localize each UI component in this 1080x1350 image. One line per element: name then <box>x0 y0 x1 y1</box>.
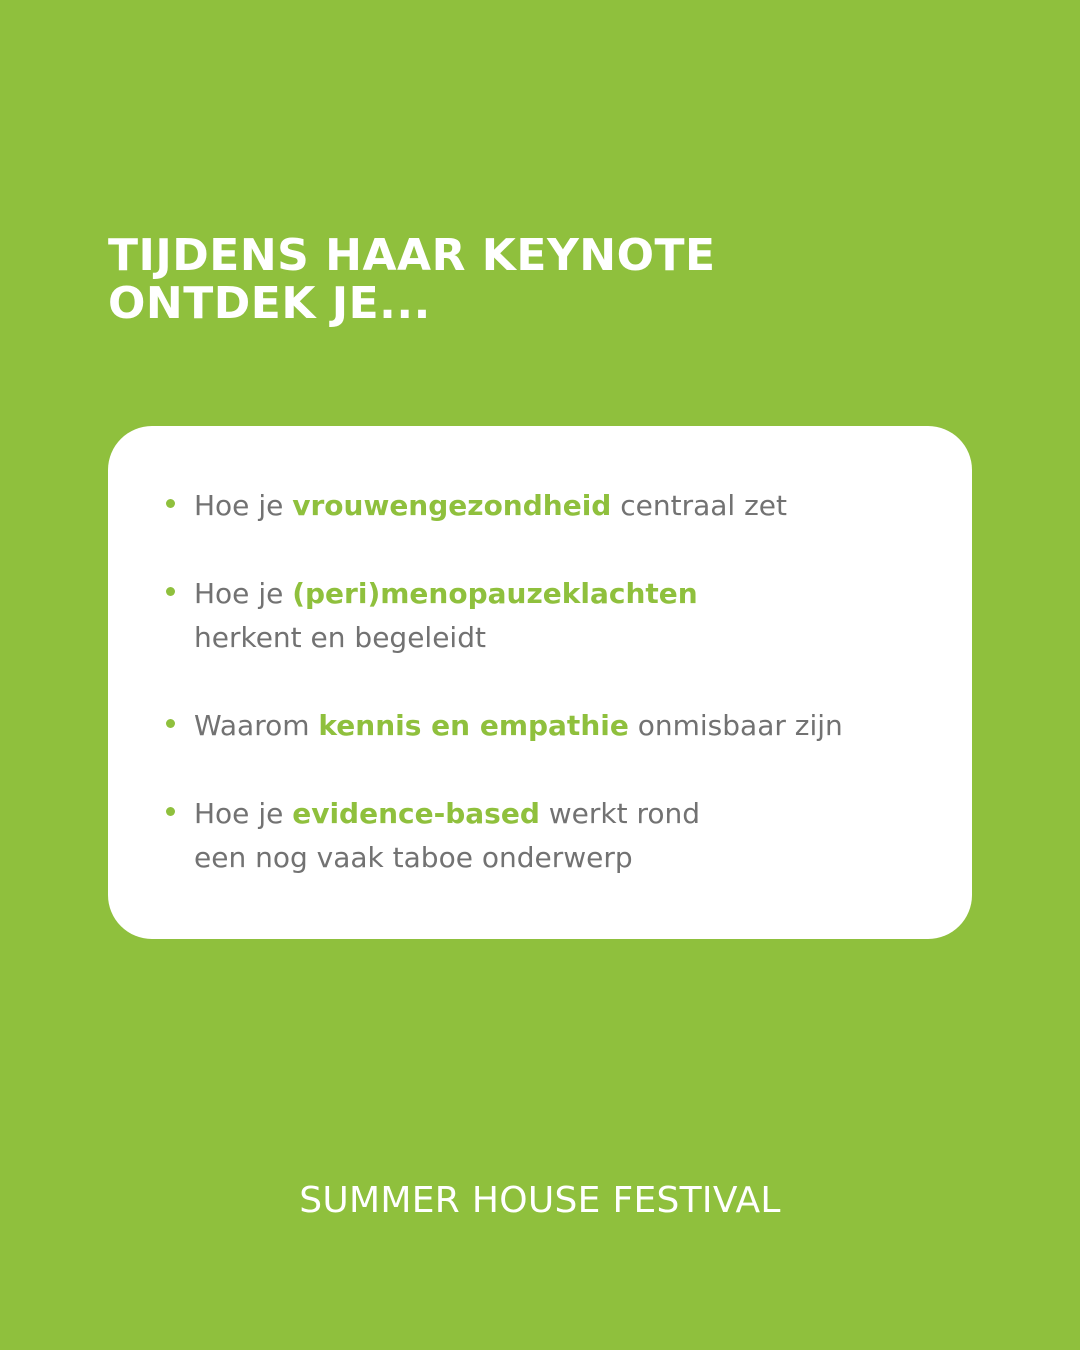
item-text-before: Hoe je <box>194 577 293 610</box>
heading <box>108 232 716 328</box>
item-text-line-2: herkent en begeleidt <box>194 621 486 654</box>
item-highlight: (peri)menopauzeklachten <box>292 577 698 610</box>
item-text-before: Hoe je <box>194 489 293 522</box>
item-highlight: evidence-based <box>292 797 540 830</box>
item-highlight: kennis en empathie <box>318 709 629 742</box>
bullet-dot-icon <box>166 807 175 816</box>
bullet-dot-icon <box>166 587 175 596</box>
list-item <box>166 704 843 748</box>
item-text-before: Hoe je <box>194 797 293 830</box>
item-text-after: centraal zet <box>611 489 788 522</box>
heading-line-2: ONTDEK JE... <box>108 278 431 329</box>
heading-line-1: TIJDENS HAAR KEYNOTE <box>108 230 716 281</box>
footer-brand: SUMMER HOUSE FESTIVAL <box>299 1180 781 1221</box>
list-item <box>166 572 698 660</box>
list-item <box>166 484 787 528</box>
bullet-dot-icon <box>166 499 175 508</box>
item-highlight: vrouwengezondheid <box>292 489 612 522</box>
item-text-after: werkt rond <box>539 797 701 830</box>
item-text-after: onmisbaar zijn <box>628 709 843 742</box>
item-text-line-2: een nog vaak taboe onderwerp <box>194 841 633 874</box>
bullet-dot-icon <box>166 719 175 728</box>
content-card <box>108 426 972 939</box>
list-item <box>166 792 700 880</box>
item-text-before: Waarom <box>194 709 319 742</box>
